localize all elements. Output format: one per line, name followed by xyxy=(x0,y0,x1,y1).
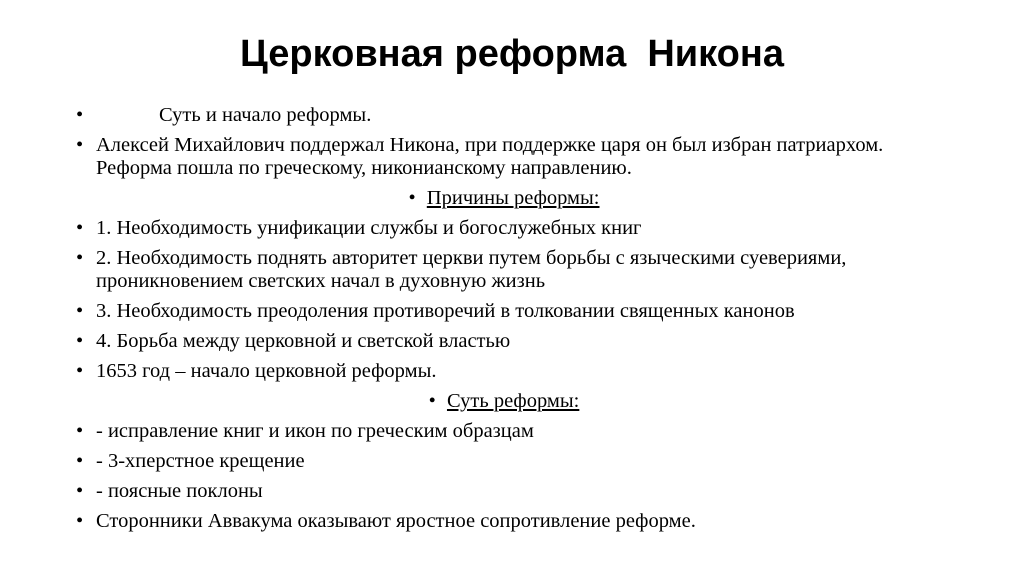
list-item-intro xyxy=(74,104,934,127)
section-heading-essence xyxy=(74,390,934,413)
list-item xyxy=(74,450,934,473)
list-item-text: 1. Необходимость унификации службы и богослужебных книг xyxy=(96,217,642,239)
bullet-icon: • xyxy=(76,134,84,156)
bullet-icon: • xyxy=(76,360,84,382)
list-item xyxy=(74,300,934,323)
section-heading-text: Причины реформы: xyxy=(426,187,600,209)
bullet-icon: • xyxy=(76,510,84,532)
list-item-text: Суть и начало реформы. xyxy=(159,104,372,126)
bullet-icon: • xyxy=(76,330,84,352)
list-item-text: 1653 год – начало церковной реформы. xyxy=(96,360,437,382)
list-item-text: - 3-хперстное крещение xyxy=(96,450,305,472)
bullet-list xyxy=(74,104,934,540)
bullet-icon: • xyxy=(76,480,84,502)
bullet-icon: • xyxy=(76,104,84,126)
list-item xyxy=(74,480,934,503)
section-heading-text: Суть реформы: xyxy=(446,390,580,412)
list-item-text: Алексей Михайлович поддержал Никона, при поддержке царя он был избран патриархом. Реформа пошла по греческому, никонианскому направлению. xyxy=(96,134,884,179)
list-item-text: 2. Необходимость поднять авторитет церкви путем борьбы с языческими суевериями, проникновением светских начал в духовную жизнь xyxy=(96,247,847,292)
list-item xyxy=(74,247,934,293)
list-item xyxy=(74,217,934,240)
list-item-text: Сторонники Аввакума оказывают яростное сопротивление реформе. xyxy=(96,510,696,532)
list-item xyxy=(74,420,934,443)
list-item-text: - исправление книг и икон по греческим образцам xyxy=(96,420,534,442)
section-heading-causes xyxy=(74,187,934,210)
bullet-icon: • xyxy=(76,300,84,322)
list-item xyxy=(74,134,934,180)
bullet-icon: • xyxy=(408,187,416,209)
slide-title: Церковная реформа Никона xyxy=(240,33,784,75)
list-item xyxy=(74,330,934,353)
list-item-text: 3. Необходимость преодоления противоречий в толковании священных канонов xyxy=(96,300,795,322)
bullet-icon: • xyxy=(76,420,84,442)
list-item xyxy=(74,360,934,383)
list-item xyxy=(74,510,934,533)
bullet-icon: • xyxy=(428,390,436,412)
bullet-icon: • xyxy=(76,450,84,472)
list-item-text: - поясные поклоны xyxy=(96,480,263,502)
list-item-text: 4. Борьба между церковной и светской властью xyxy=(96,330,511,352)
bullet-icon: • xyxy=(76,247,84,269)
bullet-icon: • xyxy=(76,217,84,239)
